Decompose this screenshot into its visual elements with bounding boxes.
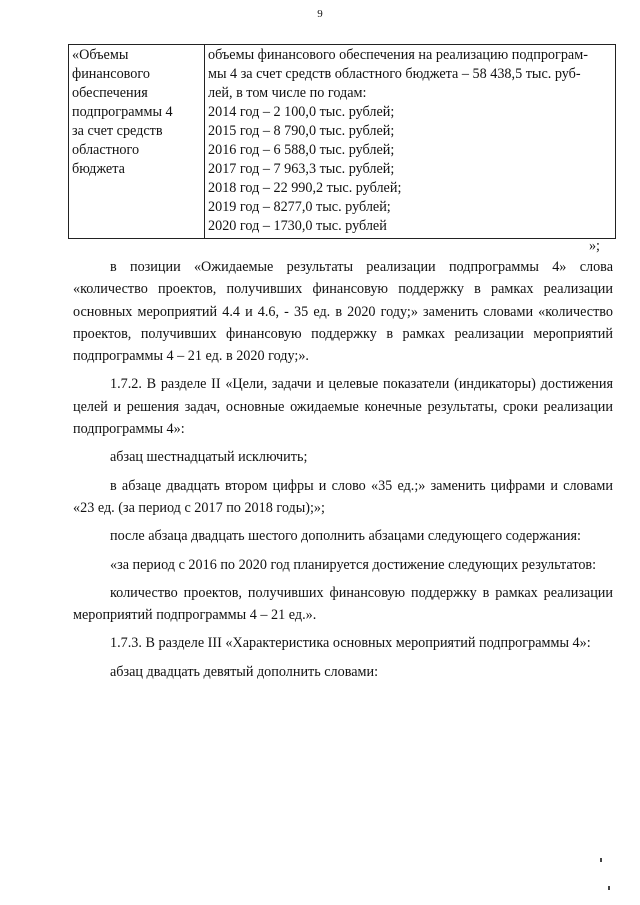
- content-line: объемы финансового обеспечения на реализацию подпрограм-: [208, 47, 588, 63]
- content-line: 2017 год – 7 963,3 тыс. рублей;: [208, 161, 395, 177]
- scan-mark: [608, 886, 610, 890]
- content-line: 2015 год – 8 790,0 тыс. рублей;: [208, 123, 395, 139]
- paragraph: «за период с 2016 по 2020 год планируется достижение следующих результатов:: [110, 556, 597, 573]
- scan-mark: [600, 858, 602, 862]
- budget-table: [68, 44, 616, 239]
- table-row: [69, 45, 616, 239]
- content-line: 2014 год – 2 100,0 тыс. рублей;: [208, 104, 395, 120]
- paragraph: количество проектов, получивших финансовую поддержку в рамках реализации мероприятий подпрограммы 4 – 21 ед.».: [73, 584, 613, 624]
- paragraph: после абзаца двадцать шестого дополнить абзацами следующего содержания:: [110, 528, 581, 545]
- content-line: 2018 год – 22 990,2 тыс. рублей;: [208, 180, 402, 196]
- closing-quote: »;: [588, 238, 600, 254]
- label-line: «Объемы: [72, 47, 129, 63]
- paragraph: 1.7.3. В разделе III «Характеристика основных мероприятий подпрограммы 4»:: [110, 635, 591, 652]
- paragraph: абзац двадцать девятый дополнить словами:: [110, 663, 379, 680]
- content-line: 2020 год – 1730,0 тыс. рублей: [208, 218, 387, 234]
- body-text: [73, 256, 613, 689]
- label-line: за счет средств: [72, 123, 163, 139]
- content-line: лей, в том числе по годам:: [208, 85, 367, 101]
- page-number: 9: [317, 8, 323, 20]
- content-line: 2016 год – 6 588,0 тыс. рублей;: [208, 142, 395, 158]
- paragraph: абзац шестнадцатый исключить;: [110, 449, 308, 466]
- paragraph: в позиции «Ожидаемые результаты реализации подпрограммы 4» слова «количество проектов, получивших финансовую поддержку в рамках реализации основных мероприятий 4.4 и 4.6, - 35 ед. в 2020 году;» заменить словами «количество проектов, получивших финансовую поддержку в рамках реализации мероприятий подпрограммы 4 – 21 ед. в 2020 году;».: [73, 259, 613, 365]
- table-cell-content: [205, 45, 616, 239]
- label-line: подпрограммы 4: [72, 104, 173, 120]
- label-line: бюджета: [72, 161, 125, 177]
- paragraph: в абзаце двадцать втором цифры и слово «35 ед.;» заменить цифрами и словами «23 ед. (за период с 2017 по 2018 годы);»;: [73, 477, 613, 516]
- content-line: мы 4 за счет средств областного бюджета – 58 438,5 тыс. руб-: [208, 66, 581, 82]
- paragraph: 1.7.2. В разделе II «Цели, задачи и целевые показатели (индикаторы) достижения целей и решения задач, основные ожидаемые конечные результаты, сроки реализации подпрограммы 4»:: [73, 376, 613, 438]
- label-line: областного: [72, 142, 140, 158]
- label-line: обеспечения: [72, 85, 148, 101]
- content-line: 2019 год – 8277,0 тыс. рублей;: [208, 199, 391, 215]
- label-line: финансового: [72, 66, 150, 82]
- table-cell-label: [69, 45, 205, 239]
